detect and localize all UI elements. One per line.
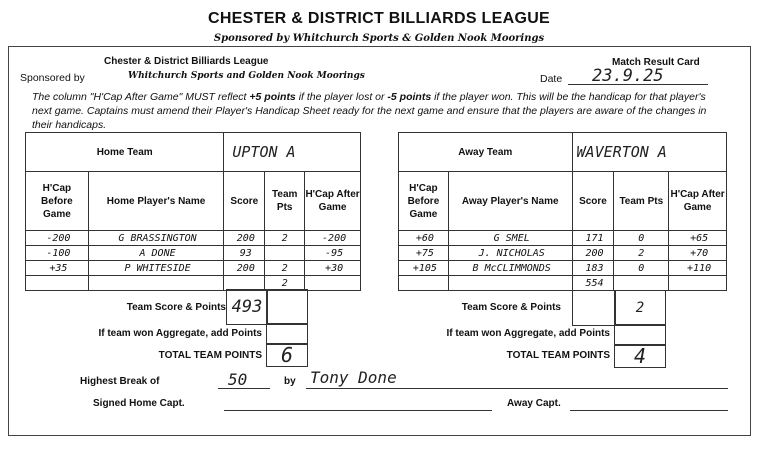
col-hcap-after: H'Cap After Game: [669, 172, 727, 231]
hcap-before-cell[interactable]: [26, 276, 89, 291]
team-pts-cell[interactable]: 2: [265, 276, 305, 291]
away-captain-label: Away Capt.: [507, 398, 561, 409]
away-total-points[interactable]: 4: [614, 344, 666, 368]
hcap-before-cell[interactable]: [399, 276, 449, 291]
team-pts-cell[interactable]: 0: [614, 261, 669, 276]
highest-break-value[interactable]: 50: [228, 370, 248, 389]
player-name-cell[interactable]: [88, 276, 224, 291]
col-score: Score: [224, 172, 265, 231]
home-team-score-label: Team Score & Points: [126, 302, 226, 313]
hcap-before-cell[interactable]: +60: [399, 231, 449, 246]
col-hcap-after: H'Cap After Game: [305, 172, 361, 231]
sponsor-name: Whitchurch Sports and Golden Nook Moorings: [128, 71, 365, 81]
team-pts-cell[interactable]: 2: [614, 246, 669, 261]
col-player-name: Away Player's Name: [448, 172, 572, 231]
hcap-after-cell[interactable]: -95: [305, 246, 361, 261]
col-hcap-before: H'Cap Before Game: [26, 172, 89, 231]
home-team-name[interactable]: UPTON A: [224, 133, 361, 172]
table-row: [26, 276, 361, 291]
hcap-after-cell[interactable]: [305, 276, 361, 291]
away-aggregate-label: If team won Aggregate, add Points: [446, 328, 610, 339]
page-title: CHESTER & DISTRICT BILLIARDS LEAGUE: [207, 10, 551, 27]
away-team-table: [398, 132, 727, 291]
table-row: [399, 261, 727, 276]
away-total-label: TOTAL TEAM POINTS: [506, 350, 610, 361]
team-pts-cell[interactable]: 0: [614, 231, 669, 246]
hcap-before-cell[interactable]: -100: [26, 246, 89, 261]
table-row: [26, 261, 361, 276]
home-captain-signature-line[interactable]: [224, 410, 492, 411]
home-team-table: [25, 132, 361, 291]
home-team-points-box[interactable]: [266, 289, 308, 325]
score-cell[interactable]: 200: [572, 246, 614, 261]
hcap-after-cell[interactable]: +70: [669, 246, 727, 261]
home-aggregate-box[interactable]: [266, 323, 308, 345]
hcap-before-cell[interactable]: +105: [399, 261, 449, 276]
home-total-label: TOTAL TEAM POINTS: [158, 350, 262, 361]
player-name-cell[interactable]: G BRASSINGTON: [88, 231, 224, 246]
home-aggregate-label: If team won Aggregate, add Points: [98, 328, 262, 339]
hcap-after-cell[interactable]: +65: [669, 231, 727, 246]
hcap-after-cell[interactable]: +110: [669, 261, 727, 276]
table-row: [399, 231, 727, 246]
away-captain-signature-line[interactable]: [570, 410, 728, 411]
player-name-cell[interactable]: [448, 276, 572, 291]
hcap-after-cell[interactable]: +30: [305, 261, 361, 276]
player-name-cell[interactable]: G SMEL: [448, 231, 572, 246]
home-team-score[interactable]: 493: [226, 289, 268, 325]
away-team-name[interactable]: WAVERTON A: [572, 133, 726, 172]
date-value[interactable]: 23.9.25: [592, 66, 664, 86]
hcap-before-cell[interactable]: -200: [26, 231, 89, 246]
handicap-notice: The column "H'Cap After Game" MUST reflect +5 points if the player lost or -5 points if the player won. This will be the handicap for that player's next game. Captains must amend their Player's Handicap Sheet ready for the next game and ensure that the players are aware of the changes in their handicaps.: [32, 91, 707, 131]
table-row: [399, 246, 727, 261]
hcap-before-cell[interactable]: +75: [399, 246, 449, 261]
score-cell[interactable]: 554: [572, 276, 614, 291]
card-title: Match Result Card: [612, 57, 700, 68]
score-cell[interactable]: 171: [572, 231, 614, 246]
col-hcap-before: H'Cap Before Game: [399, 172, 449, 231]
date-label: Date: [540, 73, 563, 85]
team-pts-cell[interactable]: 2: [265, 261, 305, 276]
player-name-cell[interactable]: B McCLIMMONDS: [448, 261, 572, 276]
home-team-label: Home Team: [26, 133, 224, 172]
table-row: [399, 276, 727, 291]
home-captain-label: Signed Home Capt.: [93, 398, 185, 409]
team-pts-cell[interactable]: [614, 276, 669, 291]
col-player-name: Home Player's Name: [88, 172, 224, 231]
hcap-after-cell[interactable]: [669, 276, 727, 291]
col-team-pts: Team Pts: [614, 172, 669, 231]
player-name-cell[interactable]: J. NICHOLAS: [448, 246, 572, 261]
score-cell[interactable]: 200: [224, 261, 265, 276]
league-name: Chester & District Billiards League: [104, 56, 269, 67]
col-score: Score: [572, 172, 614, 231]
sponsored-label: Sponsored by: [20, 72, 85, 84]
away-team-score-label: Team Score & Points: [461, 302, 561, 313]
hcap-after-cell[interactable]: -200: [305, 231, 361, 246]
away-team-label: Away Team: [399, 133, 573, 172]
home-total-points[interactable]: 6: [266, 343, 308, 367]
team-pts-cell[interactable]: [265, 246, 305, 261]
score-cell[interactable]: 183: [572, 261, 614, 276]
break-player-underline: [306, 388, 728, 389]
away-aggregate-box[interactable]: [614, 324, 666, 346]
hcap-before-cell[interactable]: +35: [26, 261, 89, 276]
team-pts-cell[interactable]: 2: [265, 231, 305, 246]
away-team-points[interactable]: 2: [614, 290, 666, 326]
score-cell[interactable]: 200: [224, 231, 265, 246]
score-cell[interactable]: 93: [224, 246, 265, 261]
table-row: [26, 231, 361, 246]
highest-break-label: Highest Break of: [80, 376, 160, 387]
col-team-pts: Team Pts: [265, 172, 305, 231]
away-team-score-box[interactable]: [572, 290, 616, 326]
table-row: [26, 246, 361, 261]
player-name-cell[interactable]: A DONE: [88, 246, 224, 261]
by-label: by: [284, 376, 296, 387]
player-name-cell[interactable]: P WHITESIDE: [88, 261, 224, 276]
page-subtitle: Sponsored by Whitchurch Sports & Golden Nook Moorings: [213, 33, 545, 44]
break-player-name[interactable]: Tony Done: [310, 368, 397, 387]
